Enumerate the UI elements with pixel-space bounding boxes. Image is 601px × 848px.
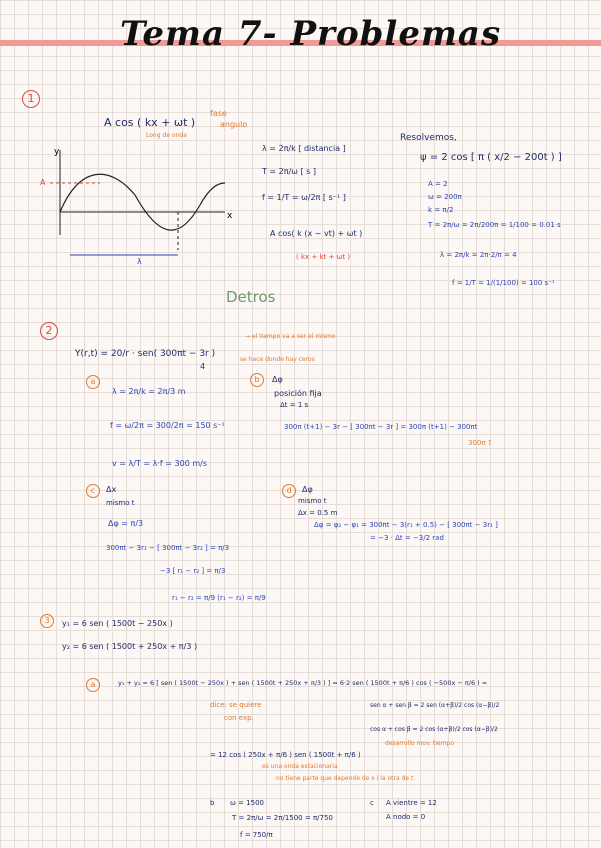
res-omega: ω = 200π xyxy=(428,193,462,201)
p2-d-title: Δφ xyxy=(302,485,313,494)
p2-c2: Δφ = π/3 xyxy=(108,519,144,528)
p3-c1: A vientre = 12 xyxy=(386,799,437,807)
p2-b4: 300π ? xyxy=(468,439,492,447)
p3-desarrollo: desarrollo mov. tiempo xyxy=(385,740,455,747)
axis-x-label: x xyxy=(227,211,233,221)
lambda-label: λ xyxy=(137,257,142,266)
p2-b1: posición fija xyxy=(274,389,322,398)
problem-number-2: 2 xyxy=(40,322,58,340)
p3-identity-1: sen α + sen β = 2 sen (α+β)/2 cos (α−β)/2 xyxy=(370,702,500,709)
p3-onda-estac: es una onda estacionaria xyxy=(262,763,338,770)
problem-number-1: 1 xyxy=(22,90,40,108)
section-detros: Detros xyxy=(226,288,276,306)
p3-result: = 12 cos ( 250x + π/6 ) sen ( 1500t + π/6 ) xyxy=(210,751,361,759)
p3-b2: T = 2π/ω = 2π/1500 = π/750 xyxy=(232,814,333,822)
p3-a-marker: a xyxy=(86,678,100,692)
p2-a1: λ = 2π/k = 2π/3 m xyxy=(112,387,186,396)
p2-a3: v = λ/T = λ·f = 300 m/s xyxy=(112,459,207,468)
res-f: f = 1/T = 1/(1/100) = 100 s⁻¹ xyxy=(452,279,555,287)
p3-y2: y₂ = 6 sen ( 1500t + 250x + π/3 ) xyxy=(62,642,198,651)
p2-c-marker: c xyxy=(86,484,100,498)
p2-c-title: Δx xyxy=(106,485,117,494)
p3-parte: no tiene parte que depende de x i la otra de t. xyxy=(276,775,416,782)
p2-b-marker: b xyxy=(250,373,264,387)
axis-a-label: A xyxy=(40,178,46,187)
res-lambda: λ = 2π/k = 2π·2/π = 4 xyxy=(440,251,517,259)
p2-note-2: se hace donde hay ceros xyxy=(240,356,315,363)
fase-label: fase xyxy=(210,109,227,118)
p2-d-marker: d xyxy=(282,484,296,498)
p2-d3: Δφ = φ₂ − φ₁ = 300πt − 3(r₁ + 0.5) − [ 300πt − 3r₁ ] xyxy=(314,521,498,529)
period-def: T = 2π/ω [ s ] xyxy=(262,167,317,176)
p2-d4: = −3 · Δt = −3/2 rad xyxy=(370,534,444,542)
wave-formula: A cos ( kx + ωt ) xyxy=(104,116,196,129)
p3-y1: y₁ = 6 sen ( 1500t − 250x ) xyxy=(62,619,173,628)
p2-c3: 300πt − 3r₁ − [ 300πt − 3r₂ ] = π/3 xyxy=(106,544,230,552)
resolvemos: Resolvemos, xyxy=(400,133,457,143)
p2-note-1: → el tiempo va a ser el mismo xyxy=(245,333,336,340)
p3-identity-2: cos α + cos β = 2 cos (α+β)/2 cos (α−β)/2 xyxy=(370,726,498,733)
p2-wave: Y(r,t) = 20/r · sen( 300πt − 3r ) xyxy=(75,349,216,359)
p2-b-title: Δφ xyxy=(272,375,283,384)
p2-a2: f = ω/2π = 300/2π = 150 s⁻¹ xyxy=(110,421,225,430)
p3-con-exp: con exp. xyxy=(224,714,254,722)
p3-c-marker: c xyxy=(370,799,374,807)
p2-d2: Δx = 0.5 m xyxy=(298,509,338,517)
p3-b3: f = 750/π xyxy=(240,831,273,839)
p2-c5: r₁ − r₂ = π/9 (r₁ − r₂) = π/9 xyxy=(172,594,266,602)
long-onda-label: Long de onda xyxy=(146,132,187,139)
wave-expand-2: ( kx + kt + ωt ) xyxy=(296,253,351,261)
p3-b-marker: b xyxy=(210,799,215,807)
p2-c1: mismo t xyxy=(106,499,135,507)
p2-d1: mismo t xyxy=(298,497,327,505)
angulo-label: angulo xyxy=(220,120,248,129)
axis-y-label: y xyxy=(54,147,60,157)
p2-b2: Δt = 1 s xyxy=(280,401,309,409)
wave-expand: A cos( k (x − vt) + ωt ) xyxy=(270,229,363,238)
problem-number-3: 3 xyxy=(40,614,54,628)
page-title: Tema 7- Problemas xyxy=(120,14,502,54)
p3-c2: A nodo = 0 xyxy=(386,813,426,821)
p2-c4: −3 [ r₁ − r₂ ] = π/3 xyxy=(160,567,226,575)
freq-def: f = 1/T = ω/2π [ s⁻¹ ] xyxy=(262,193,346,202)
p3-b1: ω = 1500 xyxy=(230,799,264,807)
res-A: A = 2 xyxy=(428,180,448,188)
p2-wave-div: 4 xyxy=(200,362,206,371)
p3-sum: y₁ + y₂ = 6 [ sen ( 1500t − 250x ) + sen ( 1500t + 250x + π/3 ) ] = 6·2 sen ( 1500t + π/6 ) cos ( −500x − π/6 ) = xyxy=(118,679,488,687)
res-k: k = π/2 xyxy=(428,206,454,214)
p3-dice: dice: se quiere xyxy=(210,701,262,709)
wave-graph xyxy=(40,145,240,270)
lambda-def: λ = 2π/k [ distancia ] xyxy=(262,144,346,153)
p2-b3: 300π (t+1) − 3r − [ 300πt − 3r ] = 300π (t+1) − 300πt xyxy=(284,423,478,431)
res-T: T = 2π/ω = 2π/200π = 1/100 = 0.01 s xyxy=(428,221,561,229)
psi-formula: ψ = 2 cos [ π ( x/2 − 200t ) ] xyxy=(420,152,562,163)
p2-a-marker: a xyxy=(86,375,100,389)
